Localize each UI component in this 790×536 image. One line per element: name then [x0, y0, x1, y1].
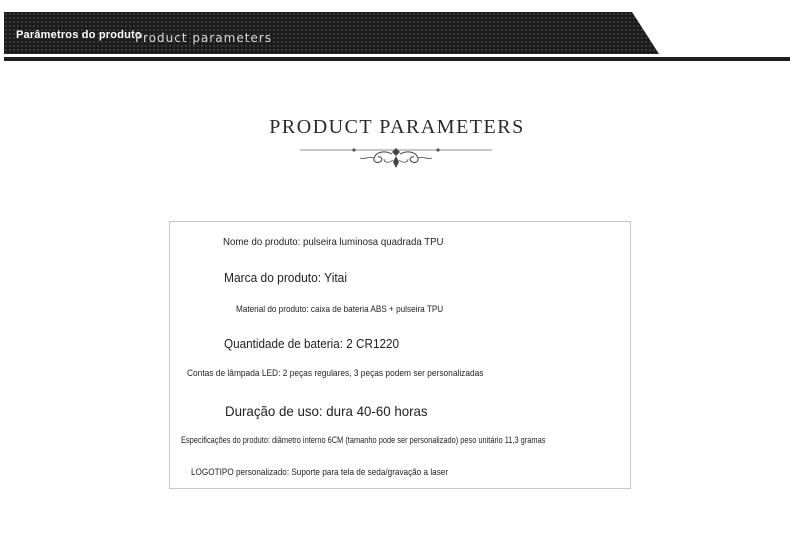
- header-title-pt: Parâmetros do produto: [16, 29, 142, 41]
- param-product-brand: Marca do produto: Yitai: [224, 270, 348, 285]
- params-box: [169, 221, 631, 489]
- section-title: PRODUCT PARAMETERS: [269, 116, 525, 138]
- header-title-en: Product parameters: [135, 31, 272, 45]
- param-custom-logo: LOGOTIPO personalizado: Suporte para tela de seda/gravação a laser: [191, 467, 449, 478]
- param-battery-quantity: Quantidade de bateria: 2 CR1220: [224, 336, 399, 351]
- flourish-divider-icon: [298, 142, 494, 172]
- param-product-material: Material do produto: caixa de bateria ABS + pulseira TPU: [236, 304, 444, 315]
- param-specifications: Especificações do produto: diâmetro interno 6CM (tamanho pode ser personalizado) peso unitário 11,3 gramas: [181, 435, 546, 446]
- param-product-name: Nome do produto: pulseira luminosa quadrada TPU: [223, 236, 444, 248]
- param-led-beads: Contas de lâmpada LED: 2 peças regulares, 3 peças podem ser personalizadas: [187, 368, 484, 379]
- header-underline: [4, 57, 790, 61]
- param-usage-duration: Duração de uso: dura 40-60 horas: [225, 403, 428, 419]
